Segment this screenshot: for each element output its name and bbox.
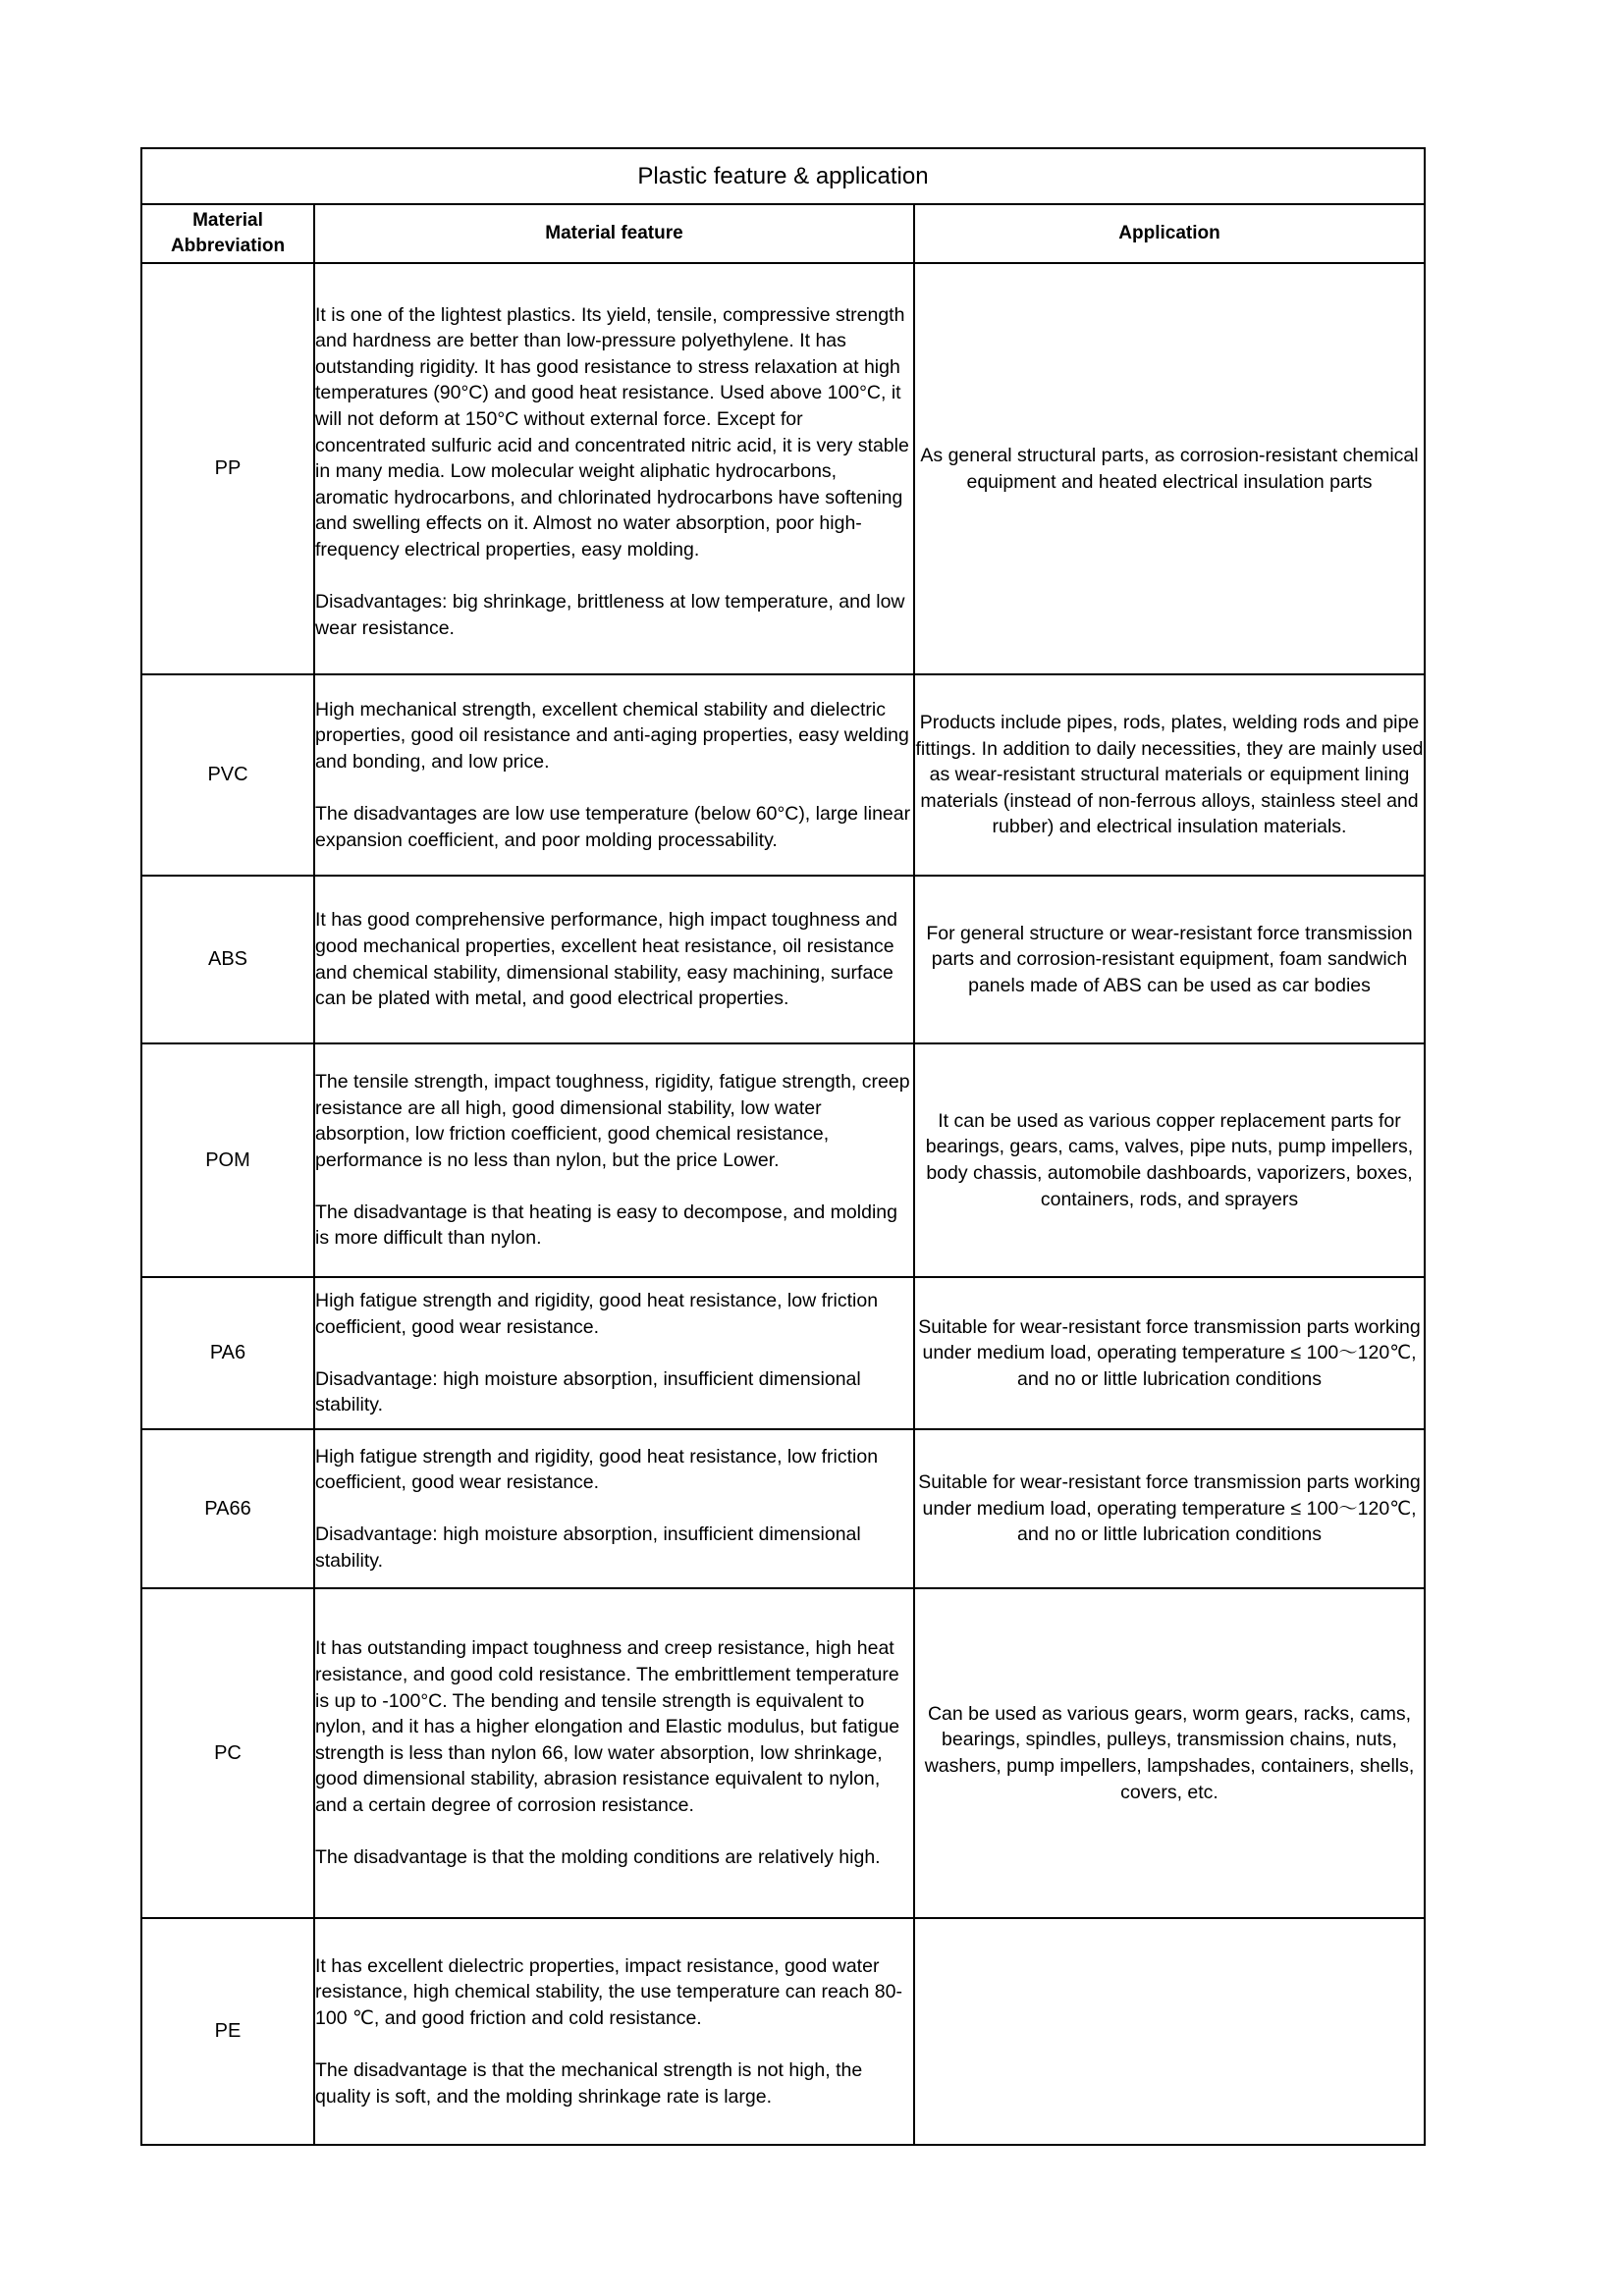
feature-paragraph: Disadvantages: big shrinkage, brittleness at low temperature, and low wear resistance. xyxy=(315,591,905,639)
application: As general structural parts, as corrosion-resistant chemical equipment and heated electrical insulation parts xyxy=(914,263,1425,674)
application: Products include pipes, rods, plates, welding rods and pipe fittings. In addition to daily necessities, they are mainly used as wear-resistant structural materials or equipment lining materials (instead of non-ferrous alloys, stainless steel and rubber) and electrical insulation materials. xyxy=(914,674,1425,876)
feature-paragraph: High mechanical strength, excellent chemical stability and dielectric properties, good oil resistance and anti-aging properties, easy welding and bonding, and low price. xyxy=(315,698,909,773)
material-feature xyxy=(314,1918,914,2145)
material-abbreviation: PP xyxy=(141,263,314,674)
material-abbreviation: PE xyxy=(141,1918,314,2145)
material-feature xyxy=(314,876,914,1043)
feature-paragraph: It has good comprehensive performance, high impact toughness and good mechanical properties, excellent heat resistance, oil resistance and chemical stability, dimensional stability, easy machining, surface can be plated with metal, and good electrical properties. xyxy=(315,909,897,1010)
feature-paragraph: It has excellent dielectric properties, impact resistance, good water resistance, high chemical stability, the use temperature can reach 80-100 ℃, and good friction and cold resistance. xyxy=(315,1954,902,2029)
header-material-abbreviation: Material Abbreviation xyxy=(141,204,314,263)
material-abbreviation: ABS xyxy=(141,876,314,1043)
table-row xyxy=(141,1043,1425,1277)
header-material-feature: Material feature xyxy=(314,204,914,263)
material-feature xyxy=(314,1588,914,1918)
header-application: Application xyxy=(914,204,1425,263)
application: Can be used as various gears, worm gears, racks, cams, bearings, spindles, pulleys, transmission chains, nuts, washers, pump impellers, lampshades, containers, shells, covers, etc. xyxy=(914,1588,1425,1918)
feature-paragraph: The disadvantage is that heating is easy to decompose, and molding is more difficult than nylon. xyxy=(315,1201,897,1250)
feature-paragraph: Disadvantage: high moisture absorption, insufficient dimensional stability. xyxy=(315,1367,861,1416)
material-feature xyxy=(314,1043,914,1277)
feature-paragraph: The disadvantages are low use temperature (below 60°C), large linear expansion coefficient, and poor molding processability. xyxy=(315,803,911,851)
header-row xyxy=(141,204,1425,263)
application: Suitable for wear-resistant force transmission parts working under medium load, operating temperature ≤ 100～120℃, and no or little lubrication conditions xyxy=(914,1277,1425,1429)
table-row xyxy=(141,263,1425,674)
material-abbreviation: PA6 xyxy=(141,1277,314,1429)
feature-paragraph: High fatigue strength and rigidity, good heat resistance, low friction coefficient, good wear resistance. xyxy=(315,1445,879,1494)
table-row xyxy=(141,1429,1425,1588)
material-feature xyxy=(314,263,914,674)
material-abbreviation: POM xyxy=(141,1043,314,1277)
title-row xyxy=(141,148,1425,204)
feature-paragraph: It has outstanding impact toughness and creep resistance, high heat resistance, and good cold resistance. The embrittlement temperature is up to -100°C. The bending and tensile strength is equivalent to nylon, and it has a higher elongation and Elastic modulus, but fatigue strength is less than nylon 66, low water absorption, low shrinkage, good dimensional stability, abrasion resistance equivalent to nylon, and a certain degree of corrosion resistance. xyxy=(315,1637,900,1816)
application xyxy=(914,1918,1425,2145)
table-row xyxy=(141,674,1425,876)
table-row xyxy=(141,1918,1425,2145)
table-title: Plastic feature & application xyxy=(141,148,1425,204)
feature-paragraph: The tensile strength, impact toughness, rigidity, fatigue strength, creep resistance are all high, good dimensional stability, low water absorption, low friction coefficient, good chemical resistance, performance is no less than nylon, but the price Lower. xyxy=(315,1070,910,1171)
application: For general structure or wear-resistant force transmission parts and corrosion-resistant equipment, foam sandwich panels made of ABS can be used as car bodies xyxy=(914,876,1425,1043)
material-feature xyxy=(314,1429,914,1588)
material-feature xyxy=(314,674,914,876)
table-row xyxy=(141,876,1425,1043)
feature-paragraph: High fatigue strength and rigidity, good heat resistance, low friction coefficient, good wear resistance. xyxy=(315,1290,879,1338)
feature-paragraph: It is one of the lightest plastics. Its yield, tensile, compressive strength and hardness are better than low-pressure polyethylene. It has outstanding rigidity. It has good resistance to stress relaxation at high temperatures (90°C) and good heat resistance. Used above 100°C, it will not deform at 150°C without external force. Except for concentrated sulfuric acid and concentrated nitric acid, it is very stable in many media. Low molecular weight aliphatic hydrocarbons, aromatic hydrocarbons, and chlorinated hydrocarbons have softening and swelling effects on it. Almost no water absorption, poor high-frequency electrical properties, easy molding. xyxy=(315,303,909,561)
application: It can be used as various copper replacement parts for bearings, gears, cams, valves, pipe nuts, pump impellers, body chassis, automobile dashboards, vaporizers, boxes, containers, rods, and sprayers xyxy=(914,1043,1425,1277)
material-abbreviation: PC xyxy=(141,1588,314,1918)
plastic-feature-table xyxy=(140,147,1426,2146)
application: Suitable for wear-resistant force transmission parts working under medium load, operating temperature ≤ 100～120℃, and no or little lubrication conditions xyxy=(914,1429,1425,1588)
material-feature xyxy=(314,1277,914,1429)
material-abbreviation: PVC xyxy=(141,674,314,876)
material-abbreviation: PA66 xyxy=(141,1429,314,1588)
table-row xyxy=(141,1277,1425,1429)
table-row xyxy=(141,1588,1425,1918)
feature-paragraph: Disadvantage: high moisture absorption, insufficient dimensional stability. xyxy=(315,1523,861,1572)
feature-paragraph: The disadvantage is that the mechanical strength is not high, the quality is soft, and the molding shrinkage rate is large. xyxy=(315,2059,863,2108)
feature-paragraph: The disadvantage is that the molding conditions are relatively high. xyxy=(315,1846,881,1869)
